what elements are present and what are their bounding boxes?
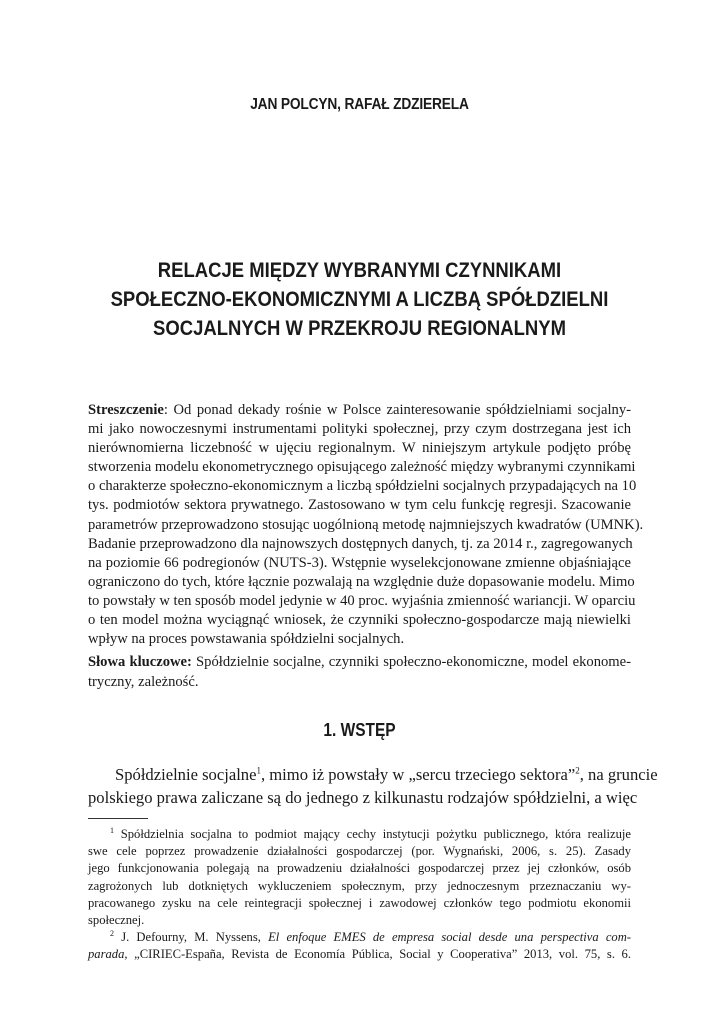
footnotes [88,826,631,964]
footnote-number: 2 [110,928,114,938]
article-title [85,256,635,343]
keywords-label: Słowa kluczowe: [88,654,192,670]
footnote-line: $^1$ Spółdzielnia socjalna to podmiot mający cechy instytucji pożytku publicznego, która realizuje [110,825,631,841]
section-heading: 1. WSTĘP [323,720,396,740]
keywords-line: tryczny, zależność. [88,673,199,690]
footnote-number: 1 [110,825,114,835]
body-line: polskiego prawa zaliczane są do jednego z kilkunastu rodzajów spółdzielni, a więc [88,787,638,807]
abstract-line: tys. podmiotów sektora prywatnego. Zastosowano w tym celu funkcję regresji. Szacowanie [88,497,631,514]
abstract-line: o ten model można wyciągnąć wniosek, że czynniki społeczno-gospodarcze mają niewielki [88,612,631,629]
abstract-line: o charakterze społeczno-ekonomicznym a liczbą spółdzielni socjalnych przypadających na 10 [88,478,637,495]
abstract-line: mi jako nowoczesnymi instrumentami polityki społecznej, przy czym dostrzegana jest ich [88,421,631,438]
footnote-line: $^2$ J. Defourny, M. Nyssens, El enfoque EMES de empresa social desde una perspectiva com- [110,928,631,945]
author-names: JAN POLCYN, RAFAŁ ZDZIERELA [250,96,469,113]
footnote-ref-1[interactable]: 1 [256,765,261,776]
keywords-line: Słowa kluczowe: Spółdzielnie socjalne, czynniki społeczno-ekonomiczne, model ekonome- [88,654,631,670]
abstract-line: Badanie przeprowadzono dla najnowszych dostępnych danych, tj. za 2014 r., zagregowanych [88,535,633,552]
footnote-line: parada, „CIRIEC-España, Revista de Economía Pública, Social y Cooperativa” 2013, vol. 75, s. 6. [88,947,631,962]
abstract-line: nierównomierna liczebność w ujęciu regionalnym. W niniejszym artykule podjęto próbę [88,440,631,457]
abstract-label: Streszczenie [88,402,164,418]
abstract-line: parametrów przeprowadzono stosując uogólnioną metodę najmniejszych kwadratów (UMNK). [88,516,644,533]
title-line: SPOŁECZNO-EKONOMICZNYMI A LICZBĄ SPÓŁDZIELNI [110,287,609,311]
abstract-line: Streszczenie: Od ponad dekady rośnie w Polsce zainteresowanie spółdzielniami socjalny- [88,402,631,418]
abstract [88,401,644,649]
abstract-line: to powstały w ten sposób model jedynie w 40 proc. wyjaśnia zmienność wariancji. W oparciu [88,592,636,609]
keywords [88,653,631,692]
abstract-line: ograniczono do tych, które łącznie pozwalają na względnie duże dopasowanie modelu. Mimo [88,573,635,590]
footnote-line: społecznej. [88,912,145,927]
footnote-line: zagrożonych lub dotkniętych wykluczeniem społecznym, przy jednoczesnym przeznaczaniu wy- [88,878,631,893]
footnote-line: pracowanego zysku na cele reintegracji społecznej i zawodowej członków tego podmiotu ekonomii [88,895,631,910]
footnote-line: jego funkcjonowania polegają na prowadzeniu działalności gospodarczej przez jej członków, osób [88,861,631,876]
title-line: RELACJE MIĘDZY WYBRANYMI CZYNNIKAMI [157,258,562,282]
footnote-ref-2[interactable]: 2 [575,765,580,776]
body-line: Spółdzielnie socjalne$^1$, mimo iż powstały w „sercu trzeciego sektora”$^2$, na gruncie [115,765,658,784]
abstract-line: na poziomie 66 podregionów (NUTS-3). Wstępnie wyselekcjonowane zmienne objaśniające [88,554,631,571]
abstract-line: wpływ na proces powstawania spółdzielni socjalnych. [88,631,405,648]
title-line: SOCJALNYCH W PRZEKROJU REGIONALNYM [153,316,566,340]
body-text [88,764,658,809]
abstract-line: stworzenia modelu ekonometrycznego opisującego zależność między wybranymi czynnikami [88,459,636,476]
footnote-line: swe cele poprzez prowadzenie działalności gospodarczej (por. Wygnański, 2006, s. 25). Zasady [88,844,631,859]
footnote-separator [88,818,148,819]
